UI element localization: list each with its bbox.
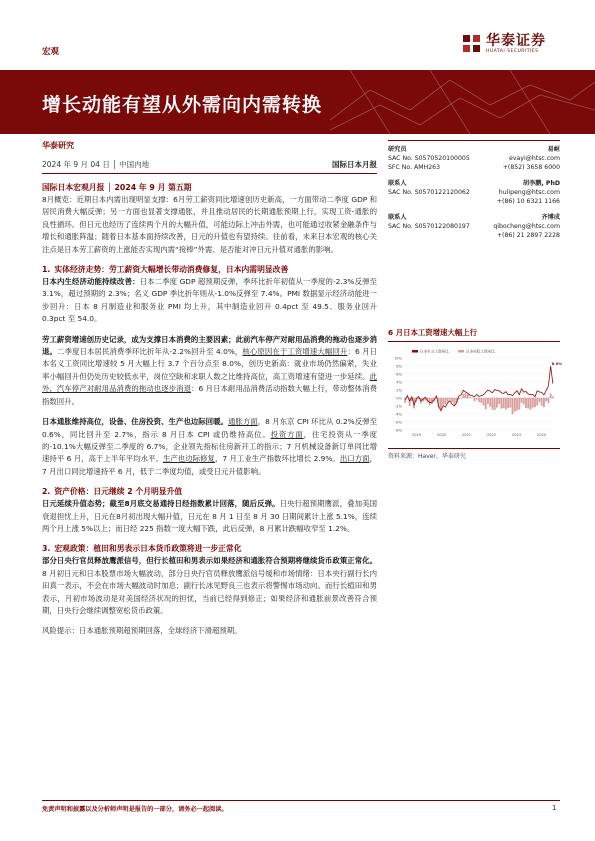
analyst-1-phone: +(852) 3658 6000 [502, 164, 560, 171]
real-wage-bar [496, 398, 498, 408]
inflation-body-d: ，7 月出口同比增速持平 6 月，低于二季度均值，或受日元升值影响。 [42, 454, 377, 476]
analyst-3-email[interactable]: qibocheng@htsc.com [493, 223, 560, 230]
logo-mark-icon [462, 34, 482, 54]
real-wage-bar [494, 398, 496, 410]
real-wage-bar [489, 398, 491, 407]
real-wage-bar [530, 398, 532, 410]
section-2-lead: 日元延续升值态势；截至8月底交易通持日经指数累计回落，随后反弹。 [42, 499, 280, 509]
real-wage-bar [440, 398, 442, 409]
real-wage-bar [462, 394, 464, 398]
y-tick-label: 4% [396, 380, 402, 385]
risk-note: 风险提示：日本通胀预期超预期回落，全球经济下滑超预期。 [42, 626, 242, 636]
section-3-number: 3. [42, 544, 51, 554]
real-wage-bar [523, 398, 525, 404]
analyst-3-role: 联系人 [388, 214, 407, 221]
section-3 [42, 543, 377, 617]
wage-underline-2: 此外，汽车停产对耐用品消费的拖动也逐步消退 [42, 371, 377, 394]
wage-block [42, 334, 377, 408]
logo-english: HUATAI SECURITIES [486, 49, 539, 54]
section-1-number: 1. [42, 265, 51, 275]
section-3-lead: 部分日央行官员释放鹰派信号，但行长植田和男表示如果经济和通胀符合预期将继续货币政策正常化。 [42, 556, 377, 566]
inflation-block [42, 416, 377, 478]
inflation-underline-3: 生产也边际修复 [162, 454, 215, 464]
real-wage-bar [442, 398, 444, 405]
real-wage-bar [547, 398, 549, 403]
real-wage-bar [476, 398, 478, 400]
intro-block [42, 182, 377, 256]
analyst-2-email[interactable]: hulipeng@htsc.com [498, 189, 560, 196]
y-tick-label: 8% [396, 364, 402, 369]
real-wage-bar [509, 398, 511, 408]
analyst-2-phone: +(86) 10 6321 1166 [496, 198, 560, 205]
analyst-1-role: 研究员 [388, 146, 407, 153]
inflation-underline-2: 投资方面 [270, 429, 304, 439]
y-tick-label: 2% [396, 388, 402, 393]
wage-underline-1: 核心原因在于工资增速大幅回升 [242, 347, 348, 357]
chart-source: 资料来源：Haver，华泰研究 [388, 448, 560, 460]
legend-swatch [458, 350, 464, 353]
y-tick-label: 0% [396, 396, 402, 401]
chart-title: 6 月日本工资增速大幅上行 [388, 327, 560, 342]
section-2-body: 日央行超预期鹰派，叠加美国衰退担忧上升，日元在8月初出现大幅升值，日元在 8 月 1 日至 8 月 30 日期间累计上涨 5.1%，连续两个月上涨 5%以上；而日经 225 指数一度大幅下跌，此后反弹，8 月累计跌幅收窄至 1.2%。 [42, 499, 377, 533]
real-wage-bar [512, 398, 514, 414]
real-wage-bar [516, 398, 518, 410]
x-tick-label: 2024 [536, 433, 547, 437]
y-tick-label: -2% [395, 404, 402, 409]
real-wage-bar [451, 398, 453, 402]
intro-text: 8月概览：近期日本内需出现明显支撑：6月劳工薪资同比增速创历史新高，一方面带动二季度 GDP 和居民消费大幅反弹；另一方面也显著支撑通胀，并且推动居民的长期通胀预期上行，实现工资-通胀的良性循环。但日元也经历了连续两个月的大幅升值，可能边际上冲击外需，也可能通过收紧金融条件与增长和通胀阵温；随着日本基本面持续改善，日元的升值也有望持续。往前看，未来日本宏观的核心关注点是日本劳工薪资的上涨能否实现内需“接棒”外需、是否能对冲日元升值对通胀的影响。 [42, 195, 377, 254]
real-wage-bar [447, 398, 449, 402]
wage-lead: 劳工薪资增速创历史记录，成为支撑日本消费的主要因素；此前汽车停产对耐用品消费的拖动也逐步消退。 [42, 334, 377, 357]
real-wage-bar [518, 398, 520, 410]
y-tick-label: 6% [396, 372, 402, 377]
section-3-body: 8 月初日元和日本股票市场大幅波动，部分日央行官员释放鹰派信号缓和市场情绪：日本央行副行长内田真一表示，不会在市场大幅波动时加息；副行长冰见野良三也表示将警惕市场动向。而行长植田和男表示，月初市场波动是对美国经济状况的担忧，当前已经得到修正；如果经济和通胀前景改善符合预期，日央行会继续调整宽松货币政策。 [42, 568, 377, 615]
real-wage-bar [514, 398, 516, 412]
section-2-title: 资产价格：日元继续 2 个月明显升值 [54, 487, 183, 497]
wage-chart [388, 346, 563, 442]
analyst-2 [388, 179, 560, 206]
real-wage-bar [525, 398, 527, 408]
x-tick-label: 2019 [411, 433, 422, 437]
real-wage-bar [541, 398, 543, 406]
analyst-1-name: 易峘 [547, 146, 560, 153]
inflation-underline-1: 通胀方面 [227, 417, 258, 427]
analyst-1-sfc: SFC No. AMH263 [388, 164, 441, 171]
real-wage-bar [480, 398, 482, 403]
analyst-2-name: 胡李鹏, PhD [522, 180, 560, 187]
real-wage-bar [543, 398, 545, 407]
real-wage-bar [527, 398, 529, 408]
real-wage-bar [552, 396, 554, 398]
company-logo [462, 34, 546, 54]
x-tick-label: 2023 [511, 433, 522, 437]
real-wage-bar [478, 398, 480, 402]
section-2 [42, 486, 377, 535]
real-wage-bar [521, 398, 523, 403]
analyst-1-email[interactable]: evayi@htsc.com [509, 155, 560, 162]
analyst-1 [388, 145, 560, 172]
section-1-lead: 日本内生经济动能持续改善： [42, 277, 140, 287]
real-wage-bar [449, 398, 451, 400]
footer-rule [42, 800, 560, 801]
page-header [0, 0, 595, 70]
title-banner [0, 70, 595, 134]
legend-label: 日本实际工资同比 [466, 349, 495, 354]
main-content [42, 140, 377, 638]
real-wage-bar [487, 398, 489, 404]
inflation-body-a: ，8 月东京 CPI 环比从 0.2%反弹至 0.6%，同比回升至 2.7%，指示 8 月日本 CPI 或仍维持高位。 [42, 417, 377, 439]
chart-annotation: 8.0% [551, 361, 563, 366]
y-tick-label: -6% [395, 420, 402, 425]
analyst-2-sac: SAC No. S0570122120062 [388, 189, 470, 196]
analyst-3 [388, 213, 560, 240]
analyst-3-sac: SAC No. S0570122080197 [388, 223, 470, 230]
section-tag: 宏观 [42, 47, 60, 57]
real-wage-bar [469, 397, 471, 398]
wage-body-b: ：6 月日本名义工资同比增速较 5 月大幅上行 3.7 个百分点至 8.0%，创历史新高：就业市场仍然偏紧，失业率小幅回升但仍处历史较低水平，岗位空缺和求职人数之比维持高位，高工资增速有望进一步延续。 [42, 347, 377, 381]
real-wage-bar [500, 398, 502, 409]
logo-chinese: 华泰证券 [486, 33, 546, 49]
wage-body-c: ：6 月日本耐用品消费活动指数大幅上行，带动整体消费指数回升。 [42, 384, 377, 406]
x-tick-label: 2022 [486, 433, 497, 437]
date-region: 2024 年 9 月 04 日 │ 中国内地 [42, 160, 150, 169]
inflation-body-b: ，住宅投资从一季度的-10.1%大幅反弹至二季度的 6.7%，企业领先指标住房新开工的指示；7 月机械设备新订单同比增速持平 6 月，高于上半年平均水平。 [42, 429, 377, 464]
real-wage-bar [550, 394, 552, 398]
y-tick-label: -8% [395, 428, 402, 433]
x-tick-label: 2021 [461, 433, 472, 437]
real-wage-bar [453, 398, 455, 405]
real-wage-bar [505, 398, 507, 410]
y-tick-label: 10% [394, 356, 402, 361]
section-3-title: 宏观政策：植田和男表示日本货币政策将进一步正常化 [54, 544, 242, 554]
analyst-3-phone: +(86) 21 2897 2228 [496, 232, 560, 239]
analyst-1-sac: SAC No. S0570520100005 [388, 155, 470, 162]
sidebar [388, 140, 563, 460]
y-tick-label: -4% [395, 412, 402, 417]
banner-texture-icon [330, 70, 595, 134]
real-wage-bar [465, 393, 467, 398]
real-wage-bar [534, 398, 536, 407]
section-1-body: 日本二季度 GDP 超预期反弹，季环比折年初值从一季度的-2.3%反弹至 3.1%，超过预期的 2.3%；名义 GDP 季比折年则从-1.0%反弹至 7.4%。PMI 数据显示经济动能进一步回升：日本 8 月制造业和服务业 PMI 均上升，其中制造业回升 0.4pct 至 49.5、服务业回升 0.3pct 至 54.0。 [42, 277, 377, 324]
analyst-2-role: 联系人 [388, 180, 407, 187]
inflation-underline-4: 出口方面 [339, 454, 370, 464]
wage-body-a: 二季度日本居民消费季环比折年从-2.2%回升至 4.0%， [57, 347, 243, 357]
report-type: 国际日本月报 [332, 160, 377, 169]
page-title: 增长动能有望从外需向内需转换 [42, 94, 323, 116]
intro-title: 国际日本宏观月报 │ 2024 年 9 月 第五期 [42, 183, 192, 192]
real-wage-bar [532, 398, 534, 408]
legend-swatch [412, 350, 418, 353]
org-name: 华泰研究 [42, 141, 74, 150]
real-wage-bar [498, 398, 500, 404]
real-wage-bar [545, 398, 547, 401]
page-number: 1 [552, 804, 557, 812]
real-wage-bar [507, 398, 509, 408]
legend-label: 日本名义工资同比 [420, 349, 449, 354]
inflation-body-c: ，7 月工业生产指数环比增长 2.9%。 [214, 454, 340, 464]
section-1-title: 实体经济走势：劳工薪资大幅增长带动消费修复，日本内需明显改善 [54, 265, 289, 275]
x-tick-label: 2020 [436, 433, 447, 437]
meta-row [42, 159, 377, 174]
real-wage-bar [539, 398, 541, 402]
real-wage-bar [536, 398, 538, 406]
real-wage-bar [467, 394, 469, 398]
analyst-3-name: 齐博成 [541, 214, 560, 221]
real-wage-bar [492, 398, 494, 410]
real-wage-bar [503, 398, 505, 408]
section-2-number: 2. [42, 487, 51, 497]
real-wage-bar [474, 398, 476, 401]
real-wage-bar [444, 398, 446, 404]
footer-disclaimer: 免责声明和披露以及分析师声明是报告的一部分，请务必一起阅读。 [42, 806, 228, 813]
real-wage-bar [485, 398, 487, 409]
section-1 [42, 264, 377, 326]
inflation-lead: 日本通胀维持高位，设备、住房投资、生产也边际回暖。 [42, 417, 228, 427]
real-wage-bar [483, 398, 485, 406]
